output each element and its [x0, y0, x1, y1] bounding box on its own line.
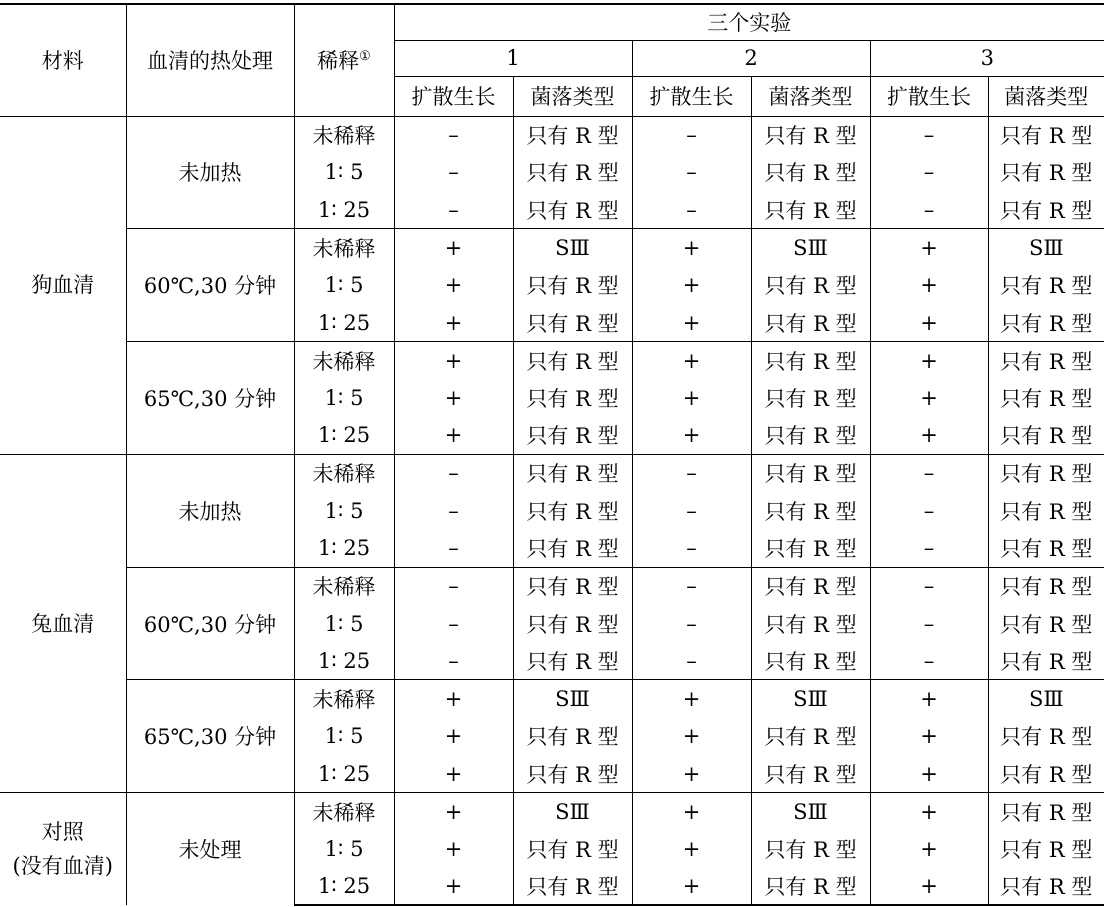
colony-type-cell: SⅢ: [513, 680, 632, 718]
colony-type-cell: 只有 R 型: [513, 116, 632, 154]
colony-type-cell: 只有 R 型: [751, 605, 870, 643]
colony-type-cell: 只有 R 型: [988, 417, 1104, 455]
spread-growth-cell: +: [394, 266, 513, 304]
colony-type-cell: 只有 R 型: [513, 154, 632, 192]
table-row: [0, 793, 1104, 831]
colony-type-cell: SⅢ: [751, 680, 870, 718]
table-body: [0, 116, 1104, 905]
colony-type-cell: 只有 R 型: [513, 304, 632, 342]
colony-type-cell: 只有 R 型: [513, 718, 632, 756]
colony-type-cell: 只有 R 型: [513, 605, 632, 643]
spread-growth-cell: –: [394, 642, 513, 680]
table-row: [0, 680, 1104, 718]
dilution-cell: 未稀释: [294, 342, 394, 380]
colony-type-cell: 只有 R 型: [751, 718, 870, 756]
spread-growth-cell: +: [870, 718, 988, 756]
dilution-cell: 1∶ 5: [294, 266, 394, 304]
colony-type-cell: 只有 R 型: [988, 642, 1104, 680]
spread-growth-cell: +: [870, 680, 988, 718]
experiment-1-header: 1: [394, 40, 632, 76]
heat-treatment-cell: 65℃,30 分钟: [126, 342, 294, 455]
colony-type-cell: 只有 R 型: [751, 454, 870, 492]
colony-type-cell: 只有 R 型: [988, 304, 1104, 342]
spread-growth-cell: –: [870, 116, 988, 154]
material-cell: 对照 (没有血清): [0, 793, 126, 906]
dilution-cell: 1∶ 25: [294, 191, 394, 229]
spread-growth-cell: +: [394, 304, 513, 342]
spread-growth-cell: +: [394, 793, 513, 831]
colony-type-cell: 只有 R 型: [513, 454, 632, 492]
heat-treatment-cell: 未加热: [126, 116, 294, 229]
spread-growth-cell: +: [870, 755, 988, 793]
colony-type-cell: SⅢ: [751, 793, 870, 831]
dilution-cell: 1∶ 25: [294, 304, 394, 342]
colony-type-cell: 只有 R 型: [751, 492, 870, 530]
spread-growth-cell: +: [870, 229, 988, 267]
colony-type-cell: 只有 R 型: [988, 454, 1104, 492]
spread-growth-cell: +: [632, 793, 751, 831]
colony-type-cell: 只有 R 型: [751, 342, 870, 380]
spread-growth-cell: +: [632, 868, 751, 906]
dilution-cell: 1∶ 25: [294, 868, 394, 906]
colony-type-cell: 只有 R 型: [513, 266, 632, 304]
colony-type-cell: 只有 R 型: [513, 868, 632, 906]
spread-growth-cell: –: [870, 191, 988, 229]
dilution-cell: 1∶ 25: [294, 417, 394, 455]
colony-type-cell: 只有 R 型: [751, 868, 870, 906]
colony-type-cell: 只有 R 型: [513, 417, 632, 455]
spread-growth-cell: +: [870, 266, 988, 304]
spread-growth-cell: –: [870, 492, 988, 530]
colony-type-cell: 只有 R 型: [988, 191, 1104, 229]
table-header: [0, 4, 1104, 116]
spread-growth-cell: –: [394, 454, 513, 492]
material-cell: 兔血清: [0, 454, 126, 792]
spread-growth-cell: +: [632, 680, 751, 718]
spread-growth-cell: –: [632, 191, 751, 229]
spread-growth-cell: –: [870, 530, 988, 568]
spread-growth-cell: +: [870, 868, 988, 906]
spread-growth-cell: +: [632, 379, 751, 417]
colony-type-cell: 只有 R 型: [988, 116, 1104, 154]
table-row: [0, 116, 1104, 154]
dilution-cell: 1∶ 5: [294, 830, 394, 868]
colony-type-cell: 只有 R 型: [751, 567, 870, 605]
spread-growth-cell: +: [394, 830, 513, 868]
colony-type-cell: 只有 R 型: [988, 567, 1104, 605]
colony-type-cell: 只有 R 型: [751, 304, 870, 342]
spread-growth-cell: +: [632, 266, 751, 304]
colony-type-cell: 只有 R 型: [751, 266, 870, 304]
spread-growth-cell: +: [632, 830, 751, 868]
spread-growth-cell: –: [870, 154, 988, 192]
colony-type-cell: 只有 R 型: [988, 154, 1104, 192]
spread-growth-cell: –: [870, 605, 988, 643]
spread-growth-cell: –: [632, 454, 751, 492]
colony-type-cell: 只有 R 型: [988, 530, 1104, 568]
spread-growth-cell: +: [870, 342, 988, 380]
exp1-colony-header: 菌落类型: [513, 76, 632, 116]
colony-type-cell: 只有 R 型: [988, 379, 1104, 417]
colony-type-cell: 只有 R 型: [751, 642, 870, 680]
heat-treatment-cell: 65℃,30 分钟: [126, 680, 294, 793]
colony-type-cell: 只有 R 型: [751, 191, 870, 229]
dilution-header-text: 稀释: [317, 49, 360, 74]
dilution-cell: 1∶ 25: [294, 530, 394, 568]
colony-type-cell: 只有 R 型: [751, 530, 870, 568]
colony-type-cell: 只有 R 型: [513, 642, 632, 680]
colony-type-cell: 只有 R 型: [513, 830, 632, 868]
spread-growth-cell: +: [394, 868, 513, 906]
colony-type-cell: SⅢ: [751, 229, 870, 267]
dilution-cell: 未稀释: [294, 567, 394, 605]
table-row: [0, 229, 1104, 267]
dilution-cell: 1∶ 5: [294, 492, 394, 530]
spread-growth-cell: +: [632, 417, 751, 455]
spread-growth-cell: +: [870, 793, 988, 831]
heat-treatment-cell: 60℃,30 分钟: [126, 229, 294, 342]
spread-growth-cell: –: [394, 492, 513, 530]
spread-growth-cell: –: [632, 116, 751, 154]
dilution-cell: 1∶ 5: [294, 605, 394, 643]
spread-growth-cell: –: [394, 154, 513, 192]
colony-type-cell: 只有 R 型: [513, 530, 632, 568]
colony-type-cell: 只有 R 型: [513, 379, 632, 417]
dilution-cell: 1∶ 5: [294, 718, 394, 756]
spread-growth-cell: –: [870, 454, 988, 492]
colony-type-cell: 只有 R 型: [988, 266, 1104, 304]
colony-type-cell: SⅢ: [513, 229, 632, 267]
heat-treatment-cell: 60℃,30 分钟: [126, 567, 294, 680]
heat-treatment-cell: 未加热: [126, 454, 294, 567]
spread-growth-cell: +: [632, 718, 751, 756]
spread-growth-cell: –: [394, 530, 513, 568]
spread-growth-cell: –: [394, 116, 513, 154]
spread-growth-cell: –: [632, 642, 751, 680]
dilution-cell: 未稀释: [294, 680, 394, 718]
exp2-colony-header: 菌落类型: [751, 76, 870, 116]
spread-growth-cell: +: [632, 304, 751, 342]
spread-growth-cell: +: [870, 304, 988, 342]
colony-type-cell: 只有 R 型: [513, 342, 632, 380]
spread-growth-cell: –: [394, 605, 513, 643]
experiment-2-header: 2: [632, 40, 870, 76]
colony-type-cell: 只有 R 型: [751, 417, 870, 455]
spread-growth-cell: +: [394, 718, 513, 756]
colony-type-cell: SⅢ: [513, 793, 632, 831]
spread-growth-cell: +: [394, 755, 513, 793]
colony-type-cell: 只有 R 型: [988, 830, 1104, 868]
spread-growth-cell: –: [632, 154, 751, 192]
material-header: 材料: [0, 4, 126, 116]
spread-growth-cell: –: [870, 567, 988, 605]
dilution-cell: 未稀释: [294, 116, 394, 154]
spread-growth-cell: –: [632, 492, 751, 530]
spread-growth-cell: –: [394, 191, 513, 229]
spread-growth-cell: –: [632, 567, 751, 605]
dilution-footnote-mark: ①: [359, 49, 371, 65]
colony-type-cell: 只有 R 型: [513, 191, 632, 229]
colony-type-cell: 只有 R 型: [751, 154, 870, 192]
dilution-cell: 未稀释: [294, 229, 394, 267]
spread-growth-cell: +: [870, 830, 988, 868]
colony-type-cell: 只有 R 型: [513, 567, 632, 605]
exp1-spread-header: 扩散生长: [394, 76, 513, 116]
spread-growth-cell: +: [632, 755, 751, 793]
table-row: [0, 342, 1104, 380]
heat-treatment-cell: 未处理: [126, 793, 294, 906]
spread-growth-cell: +: [394, 417, 513, 455]
colony-type-cell: 只有 R 型: [988, 755, 1104, 793]
spread-growth-cell: +: [870, 379, 988, 417]
exp3-colony-header: 菌落类型: [988, 76, 1104, 116]
colony-type-cell: 只有 R 型: [988, 868, 1104, 906]
spread-growth-cell: –: [632, 530, 751, 568]
heat-treatment-header: 血清的热处理: [126, 4, 294, 116]
dilution-cell: 未稀释: [294, 793, 394, 831]
material-cell: 狗血清: [31, 273, 95, 298]
spread-growth-cell: –: [394, 567, 513, 605]
spread-growth-cell: +: [394, 680, 513, 718]
dilution-cell: 未稀释: [294, 454, 394, 492]
colony-type-cell: SⅢ: [988, 680, 1104, 718]
experiment-3-header: 3: [870, 40, 1104, 76]
colony-type-cell: SⅢ: [988, 229, 1104, 267]
colony-type-cell: 只有 R 型: [988, 718, 1104, 756]
spread-growth-cell: –: [632, 605, 751, 643]
spread-growth-cell: +: [632, 229, 751, 267]
colony-type-cell: 只有 R 型: [988, 342, 1104, 380]
dilution-cell: 1∶ 25: [294, 755, 394, 793]
spread-growth-cell: +: [394, 379, 513, 417]
exp3-spread-header: 扩散生长: [870, 76, 988, 116]
colony-type-cell: 只有 R 型: [751, 830, 870, 868]
exp2-spread-header: 扩散生长: [632, 76, 751, 116]
colony-type-cell: 只有 R 型: [513, 755, 632, 793]
table-row: [0, 454, 1104, 492]
colony-type-cell: 只有 R 型: [751, 379, 870, 417]
experiments-header: 三个实验: [394, 4, 1104, 40]
colony-type-cell: 只有 R 型: [988, 605, 1104, 643]
colony-type-cell: 只有 R 型: [751, 755, 870, 793]
colony-type-cell: 只有 R 型: [751, 116, 870, 154]
colony-type-cell: 只有 R 型: [988, 793, 1104, 831]
results-table: [0, 3, 1104, 906]
dilution-cell: 1∶ 5: [294, 154, 394, 192]
dilution-header: [294, 4, 394, 116]
dilution-cell: 1∶ 25: [294, 642, 394, 680]
colony-type-cell: 只有 R 型: [988, 492, 1104, 530]
spread-growth-cell: –: [870, 642, 988, 680]
spread-growth-cell: +: [394, 229, 513, 267]
spread-growth-cell: +: [394, 342, 513, 380]
spread-growth-cell: +: [632, 342, 751, 380]
spread-growth-cell: +: [870, 417, 988, 455]
colony-type-cell: 只有 R 型: [513, 492, 632, 530]
table-row: [0, 567, 1104, 605]
dilution-cell: 1∶ 5: [294, 379, 394, 417]
